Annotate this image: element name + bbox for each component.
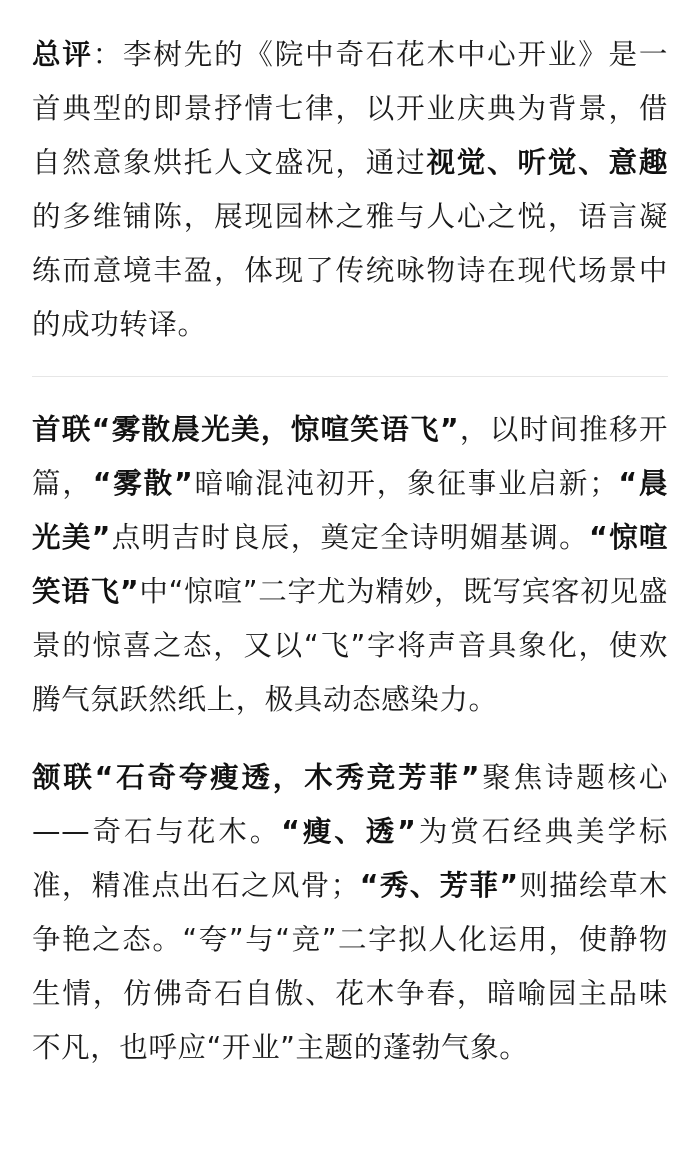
text-run: 则描绘草木争艳之态。“夸”与“竞”二字拟人化运用，使静物生情，仿佛奇石自傲、花木争春，暗喻园主品味不凡，也呼应“开业”主题的蓬勃气象。 (32, 869, 668, 1064)
text-run: 聚焦诗题核心——奇石与花木。 (32, 761, 668, 848)
bold-text-run: “瘦、透” (281, 815, 417, 848)
bold-text-run: 首联“雾散晨光美，惊喧笑语飞” (32, 413, 460, 446)
second-couplet-paragraph (32, 751, 668, 1075)
first-couplet-paragraph (32, 403, 668, 727)
text-run: 暗喻混沌初开，象征事业启新； (193, 467, 619, 500)
paragraph-gap (32, 727, 668, 751)
text-run: 的多维铺陈，展现园林之雅与人心之悦，语言凝练而意境丰盈，体现了传统咏物诗在现代场景中的成功转译。 (32, 200, 668, 341)
bold-text-run: 颔联“石奇夸瘦透，木秀竞芳菲” (32, 761, 481, 794)
bold-text-run: “雾散” (92, 467, 194, 500)
summary-paragraph (32, 28, 668, 352)
text-run: 为赏石经典美学标准，精准点出石之风骨； (32, 815, 668, 902)
bold-text-run: 视觉、听觉、意趣 (426, 146, 668, 179)
text-run: 中“惊喧”二字尤为精妙，既写宾客初见盛景的惊喜之态，又以“飞”字将声音具象化，使欢腾气氛跃然纸上，极具动态感染力。 (32, 575, 668, 716)
bold-text-run: 总评 (32, 38, 93, 71)
bold-text-run: “惊喧笑语飞” (32, 521, 669, 608)
text-run: 点明吉时良辰，奠定全诗明媚基调。 (111, 521, 590, 554)
bold-text-run: “秀、芳菲” (359, 869, 519, 902)
section-divider (32, 376, 668, 377)
text-run: ：李树先的《院中奇石花木中心开业》是一首典型的即景抒情七律，以开业庆典为背景，借自然意象烘托人文盛况，通过 (32, 38, 669, 179)
text-run: ，以时间推移开篇， (32, 413, 668, 500)
bold-text-run: “晨光美” (32, 467, 668, 554)
